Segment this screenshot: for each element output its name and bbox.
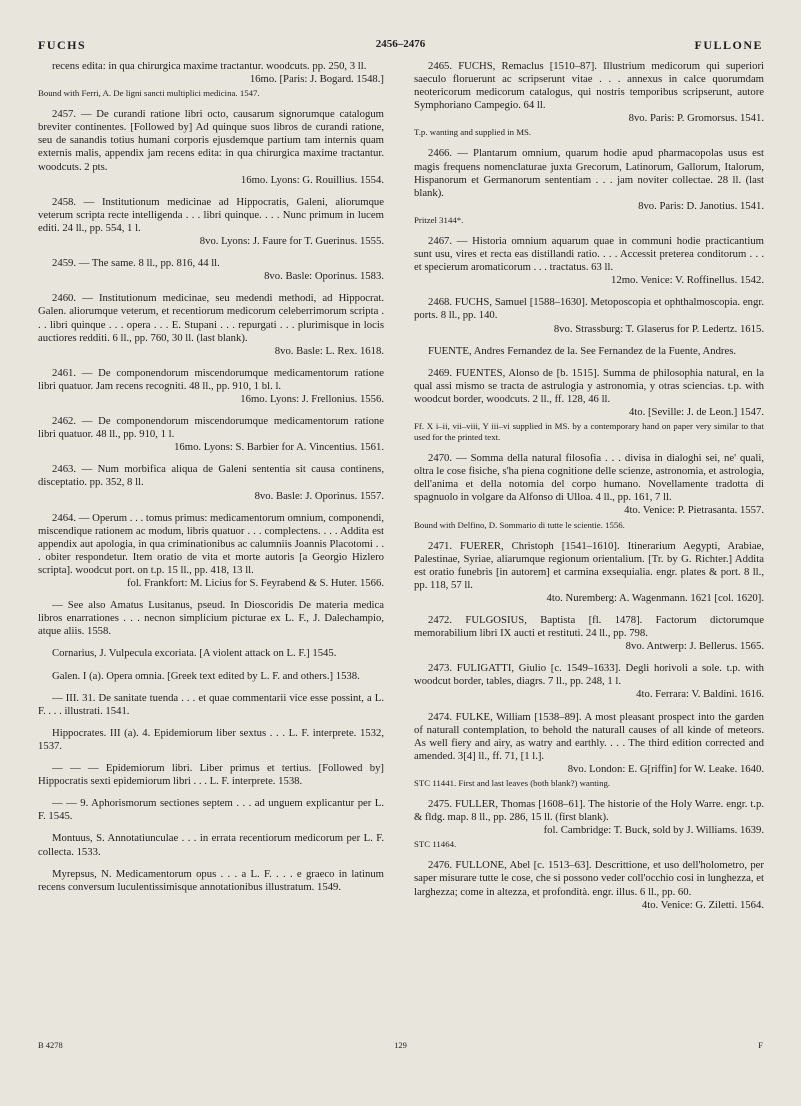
entry-text: 2461. — De componendorum miscendorumque medicamentorum ratione libri quatuor. Jam recens recogniti. 48 ll., pp. 910, 1 bl. l. bbox=[38, 366, 384, 392]
entry-imprint: 12mo. Venice: V. Roffinellus. 1542. bbox=[611, 274, 764, 287]
page-number: 129 bbox=[394, 1040, 407, 1050]
entry-text: 2463. — Num morbifica aliqua de Galeni sententia sit causa continens, disceptatio. pp. 352, 8 ll. bbox=[38, 463, 384, 489]
entry-note: Bound with Delfino, D. Sommario di tutte le scientie. 1556. bbox=[414, 519, 625, 530]
entry-text: — — 9. Aphorismorum sectiones septem . . . ad unguem explicantur per L. F. 1545. bbox=[38, 797, 384, 823]
catalogue-entry bbox=[414, 452, 764, 530]
running-header bbox=[38, 38, 763, 54]
catalogue-entry bbox=[38, 463, 384, 502]
entry-imprint: 8vo. Strassburg: T. Glaserus for P. Ledertz. 1615. bbox=[553, 322, 764, 335]
catalogue-entry bbox=[414, 235, 764, 287]
entry-imprint: 16mo. Lyons: S. Barbier for A. Vincentius. 1561. bbox=[174, 441, 384, 454]
entry-imprint: 16mo. [Paris: J. Bogard. 1548.] bbox=[249, 73, 384, 86]
entry-imprint: 4to. Venice: G. Ziletti. 1564. bbox=[641, 898, 764, 911]
entry-text: Galen. I (a). Opera omnia. [Greek text edited by L. F. and others.] 1538. bbox=[52, 669, 360, 682]
catalogue-entry bbox=[38, 367, 384, 406]
entry-imprint: fol. Cambridge: T. Buck, sold by J. Williams. 1639. bbox=[543, 824, 764, 837]
entry-imprint: 16mo. Lyons: G. Rouillius. 1554. bbox=[240, 173, 384, 186]
entry-text: 2476. FULLONE, Abel [c. 1513–63]. Descrittione, et uso dell'holometro, per saper misurare tutte le cose, che si possono veder coll'occhio cosi in lunghezza, et larghezza; come in altezza, et profondità. engr. illus. 6 ll., pp. 60. bbox=[414, 859, 764, 898]
catalogue-entry bbox=[38, 868, 384, 894]
entry-imprint: 8vo. Paris: D. Janotius. 1541. bbox=[638, 199, 764, 212]
catalogue-entry bbox=[414, 798, 764, 850]
entry-text: 2475. FULLER, Thomas [1608–61]. The historie of the Holy Warre. engr. t.p. & fldg. map. 8 ll., pp. 286, 15 ll. (first blank). bbox=[414, 798, 764, 824]
entry-text: 2467. — Historia omnium aquarum quae in communi hodie practicantium sunt usu, vires et recta eas distillandi ratio. . . . Accessit preterea conditorum . . . et specierum aromaticorum . . . tractatus. 63 ll. bbox=[414, 234, 764, 274]
entry-text: 2462. — De componendorum miscendorumque medicamentorum ratione libri quatuor. 48 ll., pp. 910, 1 l. bbox=[38, 415, 384, 441]
entry-text: — — — Epidemiorum libri. Liber primus et tertius. [Followed by] Hippocratis sexti epidemiorum libri . . . L. F. interprete. 1538. bbox=[38, 762, 384, 788]
catalogue-entry bbox=[38, 670, 384, 683]
catalogue-entry bbox=[38, 512, 384, 591]
catalogue-entry bbox=[38, 797, 384, 823]
entry-text: 2470. — Somma della natural filosofia . . . divisa in dialoghi sei, ne' quali, oltra le cose fisiche, s'ha piena cognitione delle scienze, astronomia, et astrologia, dell'anima et della notomia del corpo humano. Novellamente tradotta di spagnuolo in volgare da Alfonso di Ulloa. 4 ll., pp. 161, 7 ll. bbox=[414, 452, 764, 504]
catalogue-entry bbox=[38, 762, 384, 788]
catalogue-entry bbox=[414, 859, 764, 911]
entry-text: — See also Amatus Lusitanus, pseud. In Dioscoridis De materia medica libros enarrationes . . . necnon simplicium picturae ex L. F., J. Dalechampio, atque aliis. 1558. bbox=[38, 599, 384, 638]
entry-imprint: 8vo. Lyons: J. Faure for T. Guerinus. 1555. bbox=[199, 235, 384, 248]
entry-text: Hippocrates. III (a). 4. Epidemiorum liber sextus . . . L. F. interprete. 1532, 1537. bbox=[38, 726, 384, 752]
left-column bbox=[38, 60, 384, 903]
page-footer bbox=[38, 1040, 763, 1054]
catalogue-entry bbox=[38, 692, 384, 718]
entry-text: 2469. FUENTES, Alonso de [b. 1515]. Summa de philosophia natural, en la qual assi mismo se tracta de astrulogia y astronomia, y otras sciencias. t.p. with woodcut border, woodcuts. 2 ll., ff. 128, 46 ll. bbox=[414, 366, 764, 405]
catalogue-entry bbox=[38, 415, 384, 454]
entry-text: 2471. FUERER, Christoph [1541–1610]. Itinerarium Aegypti, Arabiae, Palestinae, Syriae, aliarumque regionum orientalium. [Tr. by G. Richter.] Addita est oratio funebris [in autorem] et carmina exsequialia. engr. plates & port. 8 ll., pp. 118, 57 ll. bbox=[414, 539, 764, 591]
entry-text: FUENTE, Andres Fernandez de la. See Fernandez de la Fuente, Andres. bbox=[428, 344, 737, 357]
catalogue-entry bbox=[38, 196, 384, 248]
entry-note: STC 11464. bbox=[414, 839, 457, 850]
entry-imprint: 4to. Ferrara: V. Baldini. 1616. bbox=[636, 688, 764, 701]
entry-imprint: 8vo. Basle: Oporinus. 1583. bbox=[264, 270, 384, 283]
entry-text: 2473. FULIGATTI, Giulio [c. 1549–1633]. Degli horivoli a sole. t.p. with woodcut border, tables, diagrs. 7 ll., pp. 248, 1 l. bbox=[414, 662, 764, 688]
entry-text: 2468. FUCHS, Samuel [1588–1630]. Metoposcopia et ophthalmoscopia. engr. ports. 8 ll., pp. 140. bbox=[414, 296, 764, 322]
entry-note: Ff. X i–ii, vii–viii, Y iii–vi supplied in MS. by a contemporary hand on paper very similar to that used for the printed text. bbox=[414, 421, 764, 443]
header-range: 2456–2476 bbox=[375, 38, 426, 50]
entry-text: Cornarius, J. Vulpecula excoriata. [A violent attack on L. F.] 1545. bbox=[52, 647, 337, 660]
entry-imprint: 8vo. Paris: P. Gromorsus. 1541. bbox=[628, 112, 764, 125]
entry-text: 2474. FULKE, William [1538–89]. A most pleasant prospect into the garden of naturall contemplation, to behold the naturall causes of all kinde of meteors. As well fiery and airy, as watry and earthly. . . . The third edition corrected and amended. 3[4] ll., ff. 71, [1 l.]. bbox=[414, 710, 764, 762]
entry-note: Bound with Ferri, A. De ligni sancti multiplici medicina. 1547. bbox=[38, 88, 260, 99]
entry-text: 2466. — Plantarum omnium, quarum hodie apud pharmacopolas usus est magis frequens nomenclaturae juxta Grecorum, Latinorum, Gallorum, Italorum, Hispanorum et Germanorum sententiam . . . jam noviter collectae. 28 ll. (last blank). bbox=[414, 147, 764, 199]
entry-imprint: 8vo. Basle: L. Rex. 1618. bbox=[274, 344, 384, 357]
entry-text: 2472. FULGOSIUS, Baptista [fl. 1478]. Factorum dictorumque memorabilium libri IX aucti et restituti. 24 ll., pp. 798. bbox=[414, 614, 764, 640]
catalogue-entry bbox=[38, 292, 384, 357]
signature-mark: B 4278 bbox=[38, 1040, 63, 1050]
entry-note: T.p. wanting and supplied in MS. bbox=[414, 127, 532, 138]
catalogue-entry bbox=[38, 108, 384, 187]
entry-imprint: fol. Frankfort: M. Licius for S. Feyrabend & S. Huter. 1566. bbox=[126, 577, 384, 590]
entry-imprint: 8vo. Basle: J. Oporinus. 1557. bbox=[254, 489, 384, 502]
gathering-mark: F bbox=[758, 1040, 763, 1050]
entry-imprint: 4to. Nuremberg: A. Wagenmann. 1621 [col. 1620]. bbox=[546, 591, 764, 604]
header-left: FUCHS bbox=[38, 38, 87, 52]
catalogue-entry bbox=[414, 60, 764, 138]
entry-imprint: 4to. Venice: P. Pietrasanta. 1557. bbox=[624, 504, 764, 517]
catalogue-entry bbox=[414, 711, 764, 789]
catalogue-entry bbox=[414, 367, 764, 443]
entry-note: Pritzel 3144*. bbox=[414, 214, 464, 225]
entry-text: 2460. — Institutionum medicinae, seu medendi methodi, ad Hippocrat. Galen. aliorumque veterum, et recentiorum medicorum celeberrimorum scripta . . . libri quinque . . . opera . . . E. Stupani . . . repurgati . . . plurimisque in locis auctiores redditi. 6 ll., pp. 760, 30 ll. (last blank). bbox=[38, 292, 384, 344]
entry-text: Montuus, S. Annotatiunculae . . . in errata recentiorum medicorum per L. F. collecta. 1533. bbox=[38, 832, 384, 858]
entry-imprint: 16mo. Lyons: J. Frellonius. 1556. bbox=[240, 392, 384, 405]
header-right: FULLONE bbox=[694, 38, 763, 52]
entry-text: Myrepsus, N. Medicamentorum opus . . . a L. F. . . . e graeco in latinum recens conversum luculentissimisque annotationibus illustratum. 1549. bbox=[38, 867, 384, 893]
entry-text: 2465. FUCHS, Remaclus [1510–87]. Illustrium medicorum qui superiori saeculo floruerunt ac scripserunt vitae . . . annexus in calce quorumdam neotericorum medicorum catalogus, qui nostris temporibus scripserunt, autore Symphoriano Campegio. 64 ll. bbox=[414, 60, 764, 112]
entry-text: 2459. — The same. 8 ll., pp. 816, 44 ll. bbox=[52, 257, 220, 270]
entry-note: STC 11441. First and last leaves (both blank?) wanting. bbox=[414, 778, 611, 789]
catalogue-entry bbox=[414, 345, 764, 358]
catalogue-entry bbox=[414, 614, 764, 653]
entry-text: 2464. — Operum . . . tomus primus: medicamentorum omnium, componendi, miscendique rationem ac modum, libris quatuor . . . complectens. . . . Addita est appendix aut apologia, in qua criminationibus ac calumniis Joannis Placotomi . . . obiter respondetur. Item oratio de vita et morte autoris [a Georgio Hizlero scripta]. woodcut port. on t.p. 15 ll., pp. 418, 13 ll. bbox=[38, 511, 384, 576]
catalogue-entry bbox=[38, 727, 384, 753]
catalogue-entry bbox=[38, 60, 384, 99]
entry-imprint: 4to. [Seville: J. de Leon.] 1547. bbox=[628, 405, 764, 418]
catalogue-entry bbox=[414, 540, 764, 605]
right-column bbox=[414, 60, 764, 921]
catalogue-entry bbox=[38, 647, 384, 660]
entry-imprint: 8vo. London: E. G[riffin] for W. Leake. 1640. bbox=[567, 762, 764, 775]
catalogue-entry bbox=[414, 662, 764, 701]
catalogue-entry bbox=[38, 257, 384, 283]
entry-text: recens edita: in qua chirurgica maxime tractantur. woodcuts. pp. 250, 3 ll. bbox=[52, 60, 367, 72]
entry-text: — III. 31. De sanitate tuenda . . . et quae commentarii vice esse possint, a L. F. . . . illustrati. 1541. bbox=[38, 691, 384, 717]
catalogue-entry bbox=[414, 147, 764, 225]
catalogue-entry bbox=[414, 296, 764, 335]
catalogue-entry bbox=[38, 832, 384, 858]
entry-text: 2458. — Institutionum medicinae ad Hippocratis, Galeni, aliorumque veterum scripta recte intelligenda . . . libri quinque. . . . Nunc primum in lucem editi. 24 ll., pp. 554, 1 l. bbox=[38, 195, 384, 234]
entry-text: 2457. — De curandi ratione libri octo, causarum signorumque catalogum breviter continentes. [Followed by] Ad quinque suos libros de curandi ratione, seu de sanandis totius humani corporis ejusdemque partium tam internis quam externis malis, appendix jam recens edita: in qua chirurgica maxime tractantur. woodcuts. 2 pts. bbox=[38, 108, 384, 173]
entry-imprint: 8vo. Antwerp: J. Bellerus. 1565. bbox=[625, 640, 764, 653]
catalogue-entry bbox=[38, 599, 384, 638]
